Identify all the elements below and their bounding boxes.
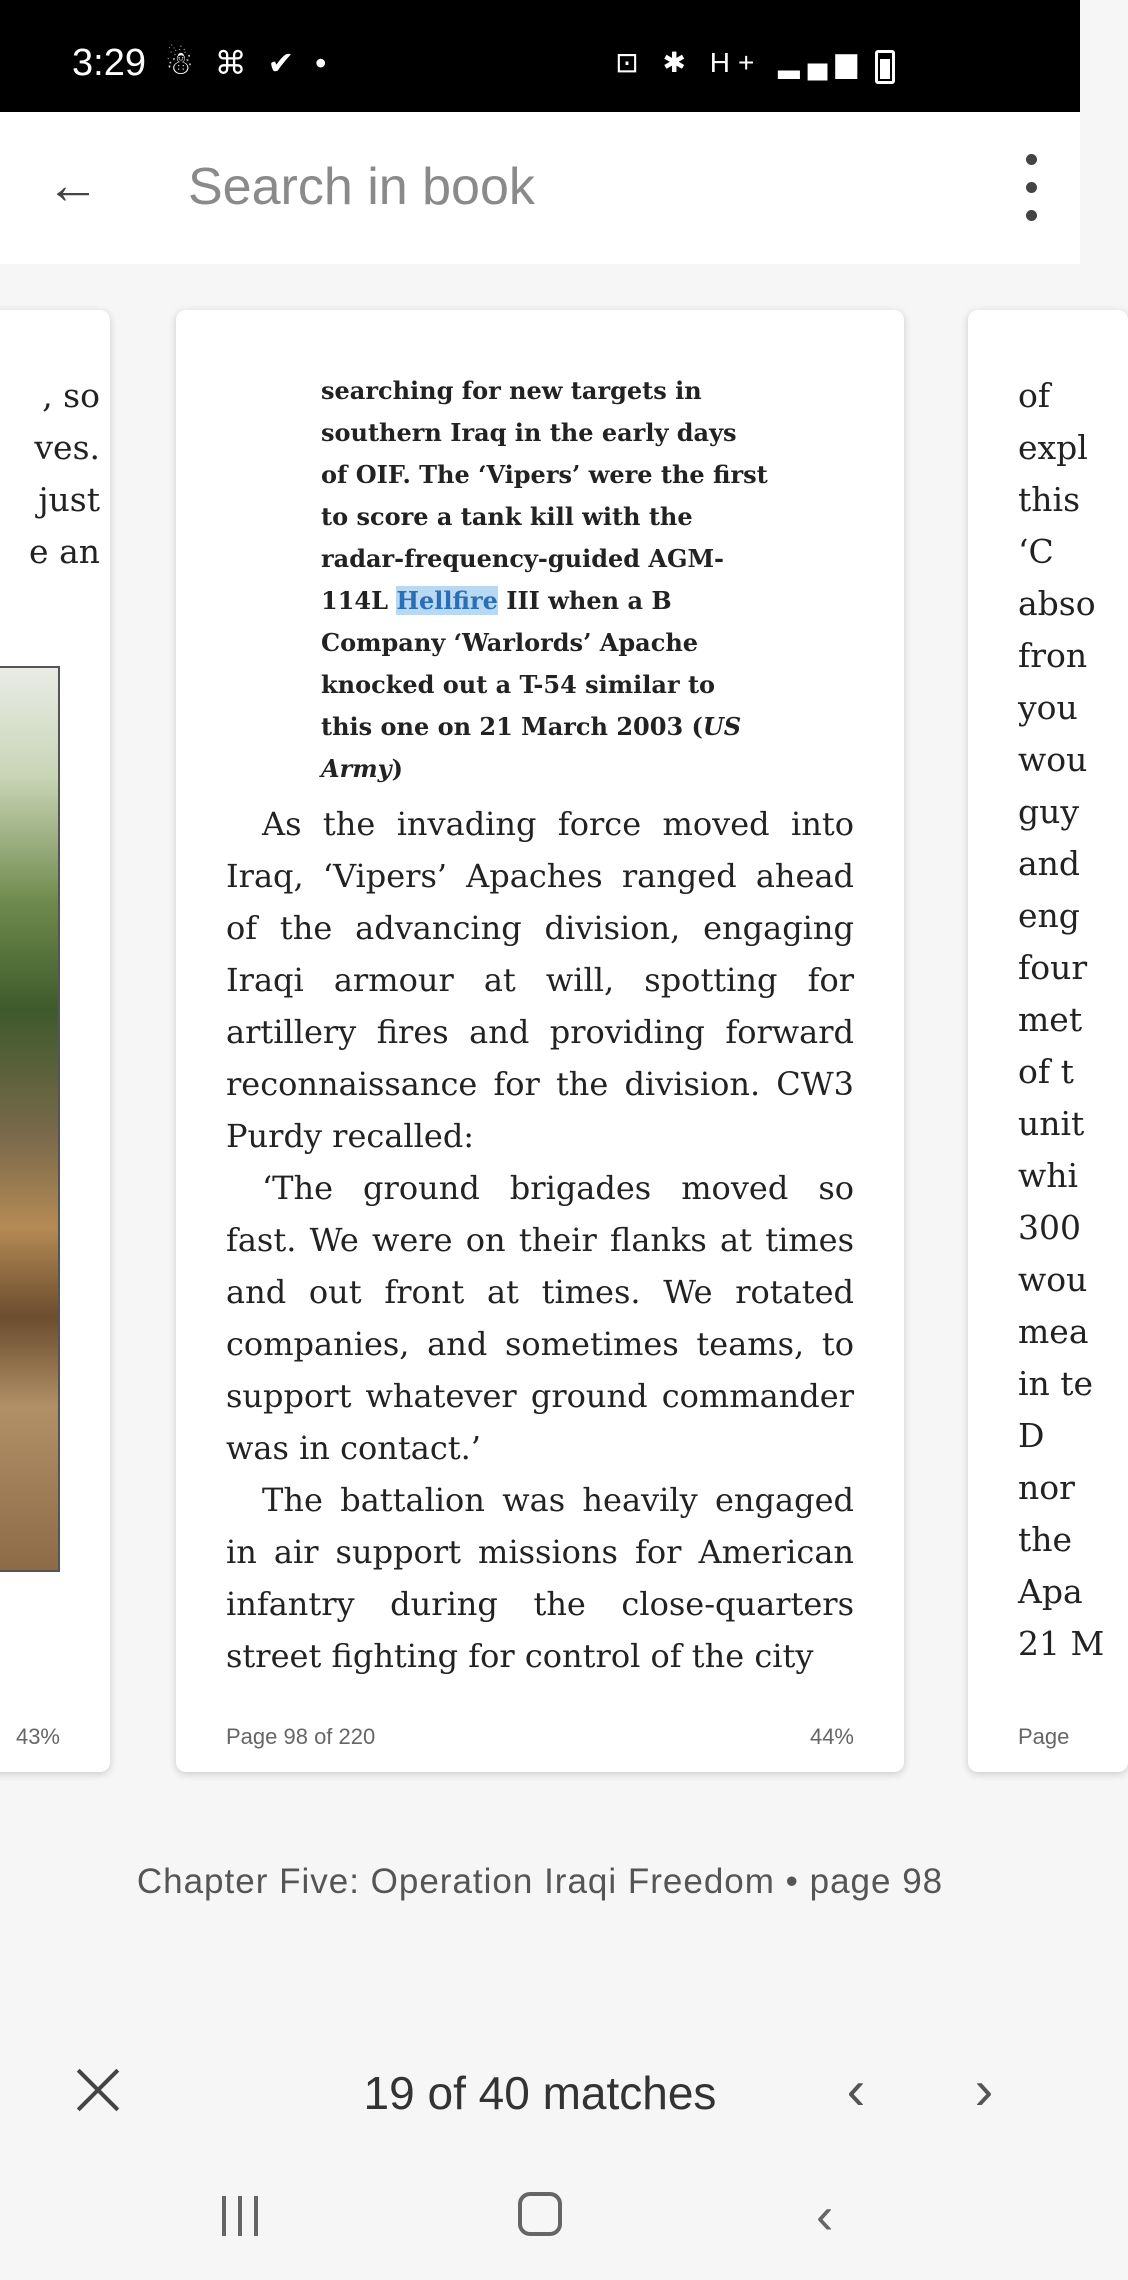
more-options-icon[interactable] [1000, 150, 1060, 226]
previous-page[interactable] [0, 310, 110, 1772]
next-page-line: abso [1018, 584, 1096, 623]
next-page-line: D [1018, 1416, 1045, 1455]
page-carousel[interactable] [0, 310, 1105, 1780]
next-page-line: whi [1018, 1156, 1079, 1195]
system-nav-bar [0, 2160, 1080, 2280]
next-page-line: wou [1018, 1260, 1088, 1299]
photo-caption: searching for new targets in southern Iraq in the early days of OIF. The ‘Vipers’ were the first to score a tank kill with the radar-frequency-guided AGM-114L Hellfire III when a B Company ‘Warlords’ Apache knocked out a T-54 similar to this one on 21 March 2003 (US Army) [321, 376, 768, 783]
next-page-line: unit [1018, 1104, 1085, 1143]
palm-trees-photo [0, 666, 60, 1572]
match-count: 19 of 40 matches [363, 2067, 717, 2119]
next-page-line: in te [1018, 1364, 1094, 1403]
page-body-text [226, 798, 854, 1682]
search-match-highlight[interactable]: Hellfire [396, 586, 498, 615]
search-input[interactable] [188, 152, 968, 222]
next-page-line: guy [1018, 792, 1080, 831]
current-page[interactable] [176, 310, 904, 1772]
next-page-text [1018, 370, 1104, 1670]
next-page-line: 21 M [1018, 1624, 1105, 1663]
next-page-line: 300 [1018, 1208, 1081, 1247]
status-bar [0, 0, 1080, 112]
next-page-line: of [1018, 376, 1051, 415]
battery-icon [875, 50, 895, 84]
next-page-label: Page [1018, 1724, 1070, 1749]
next-page-line: mea [1018, 1312, 1089, 1351]
back-arrow-icon[interactable]: ← [46, 155, 100, 215]
next-page-line: four [1018, 948, 1088, 987]
recents-icon[interactable] [218, 2196, 262, 2236]
paragraph: ‘The ground brigades moved so fast. We were on their flanks at times and out front at times. We rotated companies, and sometimes teams, to support whatever ground commander was in contact.’ [226, 1169, 854, 1467]
next-page-line: and [1018, 844, 1081, 883]
next-page-line: the [1018, 1520, 1073, 1559]
page-number-label: Page 98 of 220 [226, 1724, 376, 1749]
next-page-line: nor [1018, 1468, 1075, 1507]
previous-match-icon[interactable]: ‹ [846, 2058, 866, 2121]
next-page-line: eng [1018, 896, 1080, 935]
next-page-line: expl [1018, 428, 1088, 467]
paragraph: As the invading force moved into Iraq, ‘Vipers’ Apaches ranged ahead of the advancing division, engaging Iraqi armour at will, spotting for artillery fires and providing forward reconnaissance for the division. CW3 Purdy recalled: [226, 805, 854, 1155]
next-page-line: wou [1018, 740, 1088, 779]
system-back-icon[interactable]: ‹ [816, 2187, 834, 2245]
system-status-icons: ⊡ ✱ H+ ▂▄▆ [615, 47, 865, 78]
next-page-line: met [1018, 1000, 1083, 1039]
next-page-line: you [1018, 688, 1078, 727]
search-app-bar [0, 112, 1080, 264]
paragraph: The battalion was heavily engaged in air support missions for American infantry during the close-quarters street fighting for control of the city [226, 1481, 854, 1675]
previous-page-text: , so ves. just e an [29, 376, 100, 571]
next-match-icon[interactable]: › [974, 2058, 994, 2121]
previous-page-percent: 43% [15, 1724, 60, 1749]
next-page-line: Apa [1018, 1572, 1083, 1611]
next-page-line: of t [1018, 1052, 1074, 1091]
next-page-line: ‘C [1018, 532, 1054, 571]
next-page[interactable] [968, 310, 1128, 1772]
status-time: 3:29 [72, 42, 146, 84]
home-icon[interactable] [518, 2192, 562, 2236]
notification-icons: ☃ ⌘ ✔ • [165, 45, 333, 81]
find-bar [0, 2040, 1080, 2140]
next-page-line: fron [1018, 636, 1088, 675]
next-page-line: this [1018, 480, 1081, 519]
chapter-location: Chapter Five: Operation Iraqi Freedom • page 98 [136, 1862, 944, 1901]
page-percent: 44% [809, 1724, 854, 1749]
